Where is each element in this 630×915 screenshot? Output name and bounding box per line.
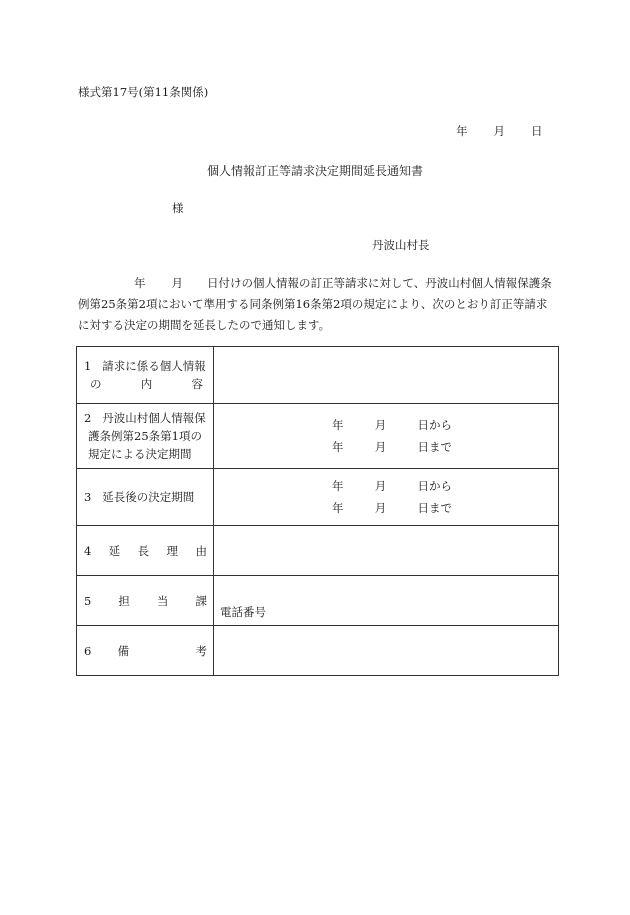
table-row: [77, 626, 559, 676]
notice-table: [76, 346, 559, 676]
body-month: 月: [171, 276, 183, 290]
period-from: 年 月 日から: [332, 418, 452, 432]
row6-value[interactable]: [214, 626, 559, 676]
body-year: 年: [134, 276, 146, 290]
document-title: 個人情報訂正等請求決定期間延長通知書: [206, 164, 423, 178]
table-row: [77, 576, 559, 626]
table-row: [77, 404, 559, 469]
row4-value[interactable]: [214, 526, 559, 576]
phone-number-label: 電話番号: [220, 604, 266, 619]
row1-label: 1 請求に係る個人情報 の 内 容: [77, 347, 214, 404]
row1-value[interactable]: [214, 347, 559, 404]
row5-value[interactable]: [214, 576, 559, 626]
form-number-label: 様式第17号(第11条関係): [78, 85, 209, 99]
date-month: 月: [493, 124, 505, 138]
notice-body: [78, 273, 556, 336]
issue-date: [456, 123, 543, 139]
sender-name: 丹波山村長: [372, 238, 430, 252]
date-day: 日: [531, 124, 543, 138]
row4-label: 4 延 長 理 由: [77, 526, 214, 576]
period-to: 年 月 日まで: [332, 440, 452, 454]
period-to: 年 月 日まで: [332, 501, 452, 515]
row2-value[interactable]: [214, 404, 559, 469]
row6-label: 6 備 考: [77, 626, 214, 676]
row5-label: 5 担 当 課: [77, 576, 214, 626]
row3-value[interactable]: [214, 469, 559, 526]
date-year: 年: [456, 124, 468, 138]
period-from: 年 月 日から: [332, 479, 452, 493]
body-text: 日付けの個人情報の訂正等請求に対して、丹波山村個人情報保護条例第25条第2項において準用する同条例第16条第2項の規定により、次のとおり訂正等請求に対する決定の期間を延長したので通知します。: [78, 276, 552, 332]
row3-label: 3 延長後の決定期間: [77, 469, 214, 526]
table-row: [77, 469, 559, 526]
row2-label: 2 丹波山村個人情報保 護条例第25条第1項の 規定による決定期間: [77, 404, 214, 469]
table-row: [77, 526, 559, 576]
table-row: [77, 347, 559, 404]
addressee-suffix: 様: [172, 201, 184, 215]
